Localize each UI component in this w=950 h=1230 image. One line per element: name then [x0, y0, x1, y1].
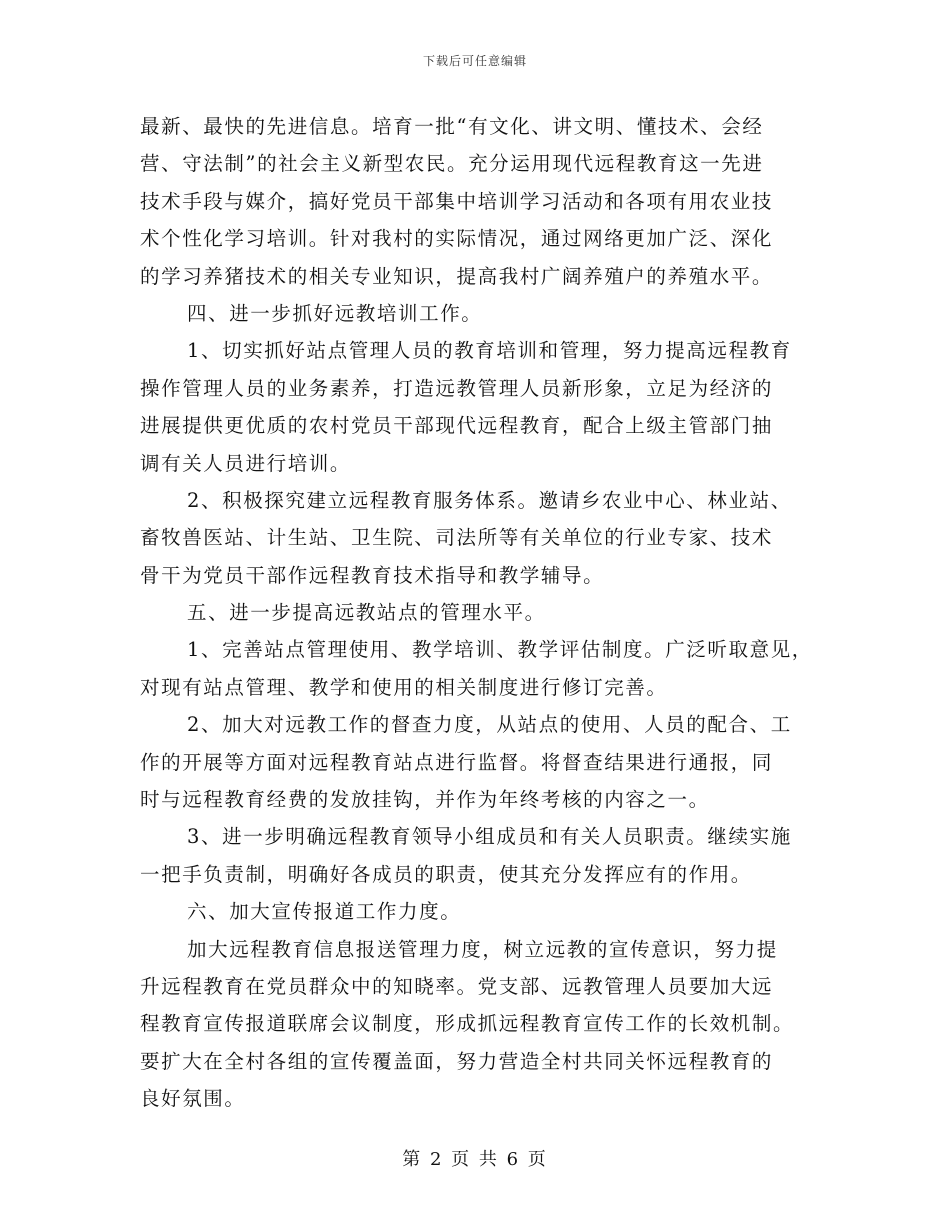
document-body: [140, 108, 830, 1118]
text-line: 2、积极探究建立远程教育服务体系。邀请乡农业中心、林业站、: [187, 488, 792, 512]
text-line: 要扩大在全村各组的宣传覆盖面，努力营造全村共同关怀远程教育的: [140, 1049, 774, 1073]
text-line: 加大远程教育信息报送管理力度，树立远教的宣传意识，努力提: [187, 937, 778, 961]
text-line: 四、进一步抓好远教培训工作。: [187, 301, 483, 325]
text-line: 畜牧兽医站、计生站、卫生院、司法所等有关单位的行业专家、技术: [140, 526, 774, 550]
text-line: 1、完善站点管理使用、教学培训、教学评估制度。广泛听取意见，: [187, 638, 813, 662]
text-line: 六、加大宣传报道工作力度。: [187, 900, 462, 924]
text-line: 一把手负责制，明确好各成员的职责，使其充分发挥应有的作用。: [140, 862, 752, 886]
text-line: 的学习养猪技术的相关专业知识，提高我村广阔养殖户的养殖水平。: [140, 264, 774, 288]
page-header-note: 下载后可任意编辑: [422, 54, 527, 68]
text-line: 良好氛围。: [140, 1087, 246, 1111]
text-line: 术个性化学习培训。针对我村的实际情况，通过网络更加广泛、深化: [140, 227, 774, 251]
text-line: 1、切实抓好站点管理人员的教育培训和管理，努力提高远程教育: [187, 339, 792, 363]
text-line: 3、进一步明确远程教育领导小组成员和有关人员职责。继续实施: [187, 825, 792, 849]
text-line: 五、进一步提高远教站点的管理水平。: [187, 601, 546, 625]
page-number-footer: 第 2 页 共 6 页: [402, 1149, 548, 1170]
text-line: 操作管理人员的业务素养，打造远教管理人员新形象，立足为经济的: [140, 376, 774, 400]
text-line: 2、加大对远教工作的督查力度，从站点的使用、人员的配合、工: [187, 713, 792, 737]
text-line: 调有关人员进行培训。: [140, 451, 352, 475]
text-line: 程教育宣传报道联席会议制度，形成抓远程教育宣传工作的长效机制。: [140, 1012, 795, 1036]
text-line: 作的开展等方面对远程教育站点进行监督。将督查结果进行通报，同: [140, 750, 774, 774]
text-line: 进展提供更优质的农村党员干部现代远程教育，配合上级主管部门抽: [140, 414, 774, 438]
text-line: 升远程教育在党员群众中的知晓率。党支部、远教管理人员要加大远: [140, 974, 774, 998]
text-line: 营、守法制”的社会主义新型农民。充分运用现代远程教育这一先进: [140, 152, 764, 176]
text-line: 时与远程教育经费的发放挂钩，并作为年终考核的内容之一。: [140, 788, 710, 812]
text-line: 骨干为党员干部作远程教育技术指导和教学辅导。: [140, 563, 605, 587]
text-line: 对现有站点管理、教学和使用的相关制度进行修订完善。: [140, 675, 668, 699]
text-line: 技术手段与媒介，搞好党员干部集中培训学习活动和各项有用农业技: [140, 189, 774, 213]
text-line: 最新、最快的先进信息。培育一批“有文化、讲文明、懂技术、会经: [140, 115, 764, 138]
